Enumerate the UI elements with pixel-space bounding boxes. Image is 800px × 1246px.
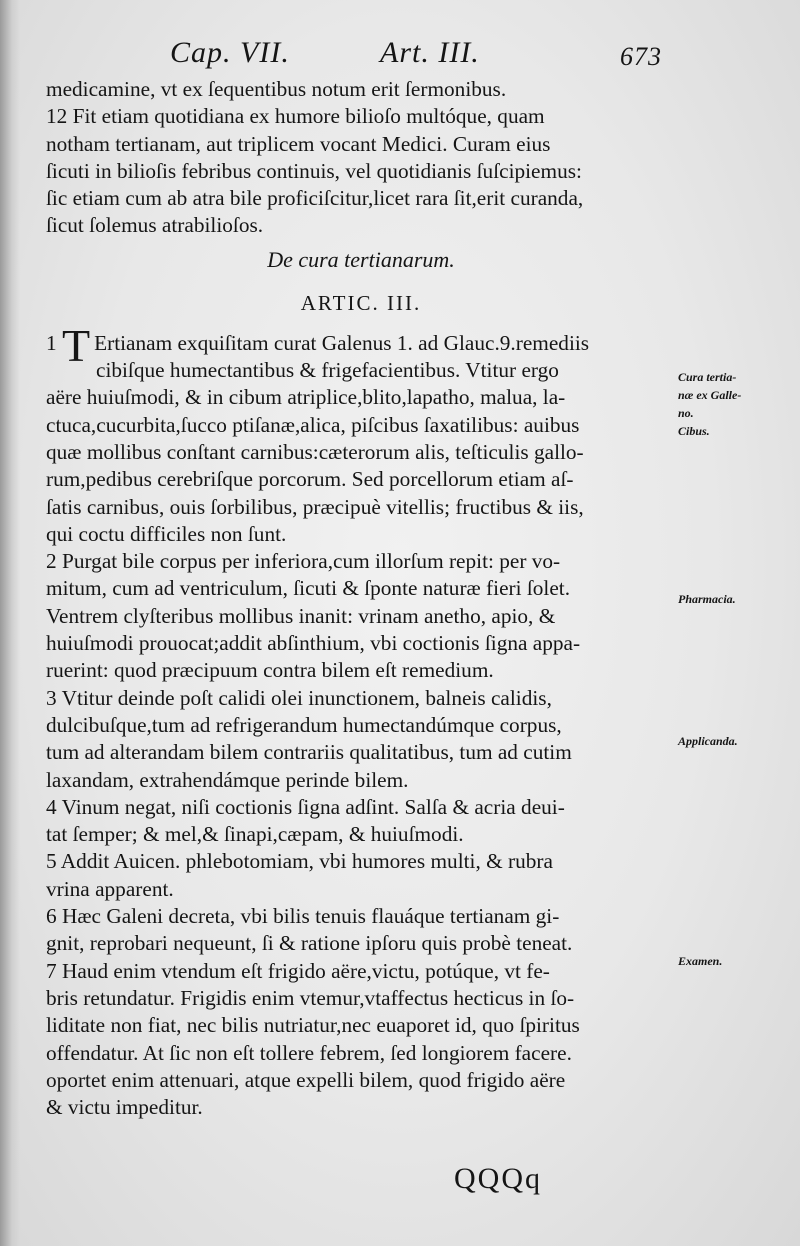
- text-line: ruerint: quod præcipuum contra bilem eſt remedium.: [46, 658, 494, 683]
- text-line: bris retundatur. Frigidis enim vtemur,vtaffectus hecticus in ſo-: [46, 985, 575, 1010]
- text-line: notham tertianam, aut triplicem vocant Medici. Curam eius: [46, 131, 551, 156]
- text-line: vrina apparent.: [46, 876, 174, 901]
- text-line: tat ſemper; & mel,& ſinapi,cæpam, & huiuſmodi.: [46, 822, 464, 847]
- text-line: rum,pedibus cerebriſque porcorum. Sed porcellorum etiam aſ-: [46, 467, 574, 492]
- header-chapter: Cap. VII.: [170, 36, 290, 69]
- text-line: offendatur. At ſic non eſt tollere febrem, ſed longiorem facere.: [46, 1040, 572, 1065]
- running-header: [160, 36, 680, 76]
- text-line: quæ mollibus conſtant carnibus:cæterorum alis, teſticulis gallo-: [46, 439, 584, 464]
- margin-note-pharmacia: Pharmacia.: [678, 592, 736, 606]
- text-line: gnit, reprobari nequeunt, ſi & ratione ipſoru quis probè teneat.: [46, 931, 573, 956]
- header-article: Art. III.: [380, 36, 480, 69]
- text-line: 7 Haud enim vtendum eſt frigido aëre,victu, potúque, vt fe-: [46, 958, 550, 983]
- margin-note-applicanda: Applicanda.: [678, 734, 738, 748]
- text-line: 3 Vtitur deinde poſt calidi olei inunctionem, balneis calidis,: [46, 685, 552, 710]
- text-line: laxandam, extrahendámque perinde bilem.: [46, 767, 409, 792]
- text-line: & victu impeditur.: [46, 1095, 203, 1120]
- margin-note-examen: Examen.: [678, 954, 723, 968]
- text-line: huiuſmodi prouocat;addit abſinthium, vbi coctionis ſigna appa-: [46, 631, 581, 656]
- text-line: mitum, cum ad ventriculum, ſicuti & ſponte naturæ fieri ſolet.: [46, 576, 571, 601]
- text-line: ſicut ſolemus atrabilioſos.: [46, 213, 264, 238]
- text-line: cibiſque humectantibus & frigefacientibus. Vtitur ergo: [96, 358, 559, 383]
- paragraph-number: 1: [46, 330, 57, 355]
- text-line: dulcibuſque,tum ad refrigerandum humectandúmque corpus,: [46, 712, 562, 737]
- text-line: ſic etiam cum ab atra bile proficiſcitur,licet rara ſit,erit curanda,: [46, 186, 584, 211]
- text-line: liditate non fiat, nec bilis nutriatur,nec euaporet id, quo ſpiritus: [46, 1013, 580, 1038]
- text-line: 4 Vinum negat, niſi coctionis ſigna adſint. Salſa & acria deui-: [46, 794, 565, 819]
- text-line: aëre huiuſmodi, & in cibum atriplice,blito,lapatho, malua, la-: [46, 385, 566, 410]
- text-line: 2 Purgat bile corpus per inferiora,cum illorſum repit: per vo-: [46, 549, 561, 574]
- margin-note-cura: Cura tertia- næ ex Galle- no. Cibus.: [678, 370, 742, 438]
- text-line: 5 Addit Auicen. phlebotomiam, vbi humores multi, & rubra: [46, 849, 553, 874]
- main-text: [46, 76, 676, 1121]
- drop-cap: T: [61, 319, 91, 371]
- text-line: oportet enim attenuari, atque expelli bilem, quod frigido aëre: [46, 1067, 566, 1092]
- text-line: ſatis carnibus, ouis ſorbilibus, præcipuè vitellis; fructibus & iis,: [46, 494, 584, 519]
- text-line: ctuca,cucurbita,ſucco ptiſanæ,alica, piſcibus ſaxatilibus: auibus: [46, 412, 580, 437]
- page-gutter-shadow: [0, 0, 20, 1246]
- text-line: qui coctu difficiles non ſunt.: [46, 521, 287, 546]
- text-line-content: Ertianam exquiſitam curat Galenus 1. ad Glauc.9.remediis: [94, 330, 590, 355]
- text-line: ſicuti in bilioſis febribus continuis, vel quotidianis ſuſcipiemus:: [46, 158, 582, 183]
- text-line: tum ad alterandam bilem contrariis qualitatibus, tum ad cutim: [46, 740, 572, 765]
- section-title: De cura tertianarum.: [267, 246, 455, 272]
- text-line: medicamine, vt ex ſequentibus notum erit ſermonibus.: [46, 77, 507, 101]
- article-heading: ARTIC. III.: [300, 290, 422, 315]
- page-number: 673: [620, 42, 662, 71]
- signature-mark: QQQq: [454, 1162, 542, 1195]
- text-line: Ventrem clyſteribus mollibus inanit: vrinam anetho, apio, &: [46, 603, 556, 628]
- text-line: 6 Hæc Galeni decreta, vbi bilis tenuis flauáque tertianam gi-: [46, 904, 560, 929]
- text-line: 12 Fit etiam quotidiana ex humore bilioſo multóque, quam: [46, 104, 545, 129]
